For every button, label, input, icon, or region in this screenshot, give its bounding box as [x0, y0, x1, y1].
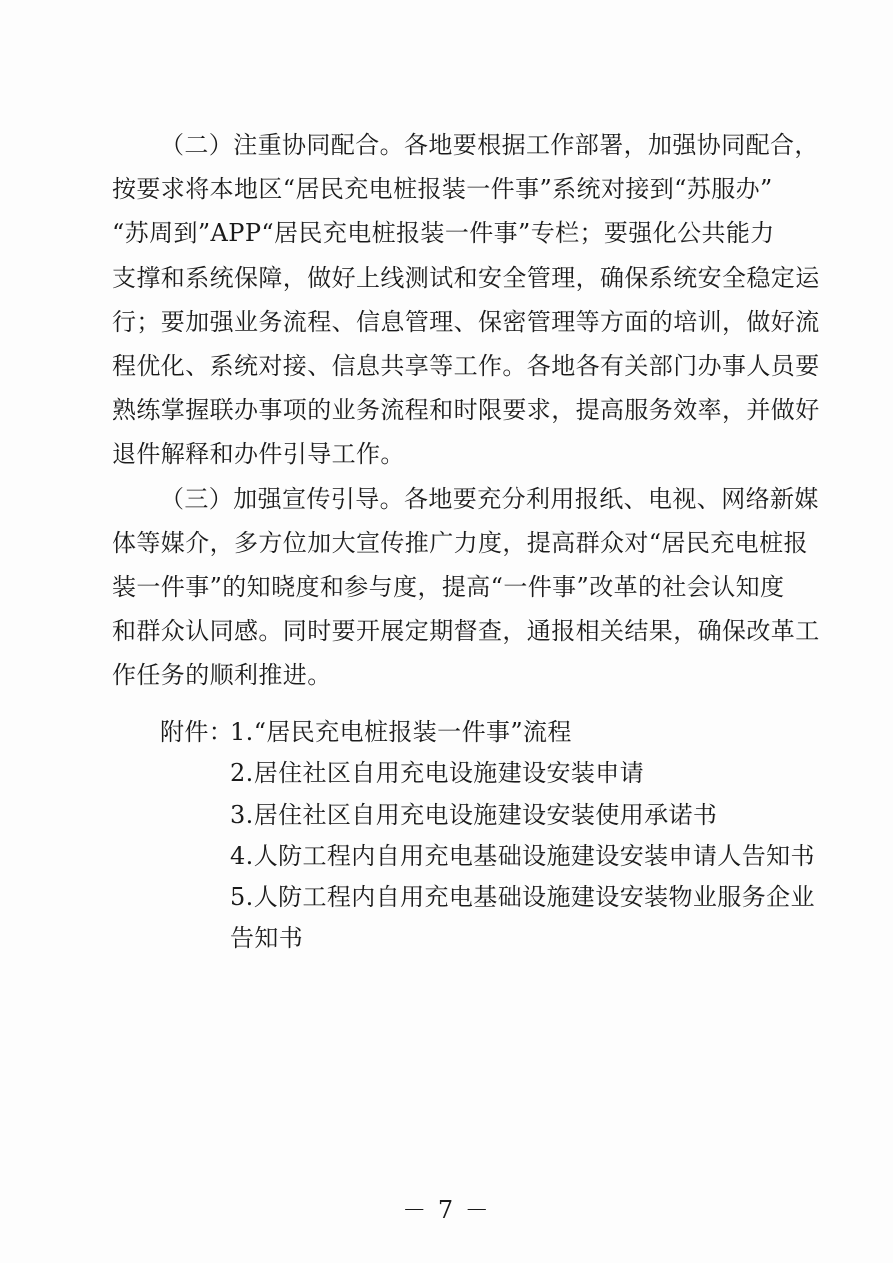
text-line: 支撑和系统保障，做好上线测试和安全管理，确保系统安全稳定运 — [112, 263, 820, 292]
text-line: （二）注重协同配合。各地要根据工作部署，加强协同配合， — [160, 131, 819, 159]
attachment-row — [160, 877, 815, 918]
attachment-row — [160, 753, 810, 794]
text-line: “苏周到”APP“居民充电桩报装一件事”专栏；要强化公共能力 — [112, 219, 775, 248]
text-line: （三）加强宣传引导。各地要充分利用报纸、电视、网络新媒 — [160, 484, 819, 513]
attachments-list — [160, 712, 815, 960]
attachment-item: 3.居住社区自用充电设施建设安装使用承诺书 — [230, 800, 718, 829]
text-line: 装一件事”的知晓度和参与度，提高“一件事”改革的社会认知度 — [112, 572, 785, 601]
body-text — [112, 123, 820, 697]
text-line: 按要求将本地区“居民充电桩报装一件事”系统对接到“苏服办” — [112, 175, 773, 204]
attachment-item: 5.人防工程内自用充电基础设施建设安装物业服务企业 — [230, 883, 815, 912]
text-line: 行；要加强业务流程、信息管理、保密管理等方面的培训，做好流 — [112, 307, 820, 336]
attachments-label: 附件： — [160, 718, 234, 746]
text-line: 作任务的顺利推进。 — [112, 661, 332, 690]
attachment-item: 1.“居民充电桩报装一件事”流程 — [230, 718, 572, 746]
text-line: 和群众认同感。同时要开展定期督查，通报相关结果，确保改革工 — [112, 617, 820, 646]
attachment-item: 4.人防工程内自用充电基础设施建设安装申请人告知书 — [230, 841, 815, 870]
text-line: 程优化、系统对接、信息共享等工作。各地各有关部门办事人员要 — [112, 351, 820, 380]
text-line: 体等媒介，多方位加大宣传推广力度，提高群众对“居民充电桩报 — [112, 528, 808, 557]
attachment-row — [160, 918, 810, 959]
attachment-row — [160, 836, 815, 877]
attachment-row — [160, 712, 810, 753]
page-number: － 7 － — [402, 1196, 491, 1224]
attachment-item-continuation: 告知书 — [230, 924, 304, 953]
paragraph-coordination — [112, 123, 820, 477]
text-line: 熟练掌握联办事项的业务流程和时限要求，提高服务效率，并做好 — [112, 396, 820, 425]
attachment-row — [160, 795, 810, 836]
text-line: 退件解释和办件引导工作。 — [112, 440, 405, 469]
attachment-item: 2.居住社区自用充电设施建设安装申请 — [230, 759, 645, 788]
paragraph-publicity — [112, 477, 820, 698]
